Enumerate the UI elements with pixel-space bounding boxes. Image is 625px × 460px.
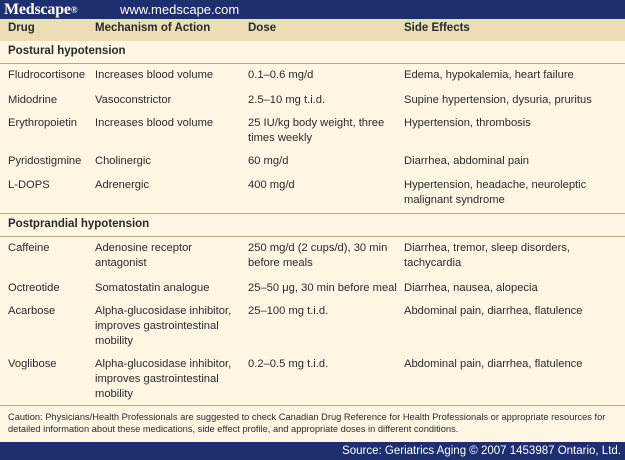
divider	[0, 63, 625, 64]
col-header-dose: Dose	[248, 22, 277, 34]
side-effects-cell: Supine hypertension, dysuria, pruritus	[404, 94, 592, 106]
mechanism-cell: Vasoconstrictor	[95, 94, 172, 106]
section-title-postural: Postural hypotension	[8, 45, 126, 57]
drug-cell: L-DOPS	[8, 179, 50, 191]
mechanism-cell: Cholinergic	[95, 155, 151, 167]
mechanism-cell: Alpha-glucosidase inhibitor, improves gastrointestinal mobility	[95, 358, 232, 400]
dose-cell: 400 mg/d	[248, 179, 295, 191]
table-header-row	[0, 19, 625, 41]
mechanism-cell: Increases blood volume	[95, 117, 214, 129]
mechanism-cell: Adenosine receptor antagonist	[95, 242, 193, 269]
drug-cell: Acarbose	[8, 305, 56, 317]
mechanism-cell: Alpha-glucosidase inhibitor, improves gastrointestinal mobility	[95, 305, 232, 347]
side-effects-cell: Hypertension, headache, neuroleptic malignant syndrome	[404, 179, 587, 206]
divider	[0, 213, 625, 214]
dose-cell: 2.5–10 mg t.i.d.	[248, 94, 326, 106]
side-effects-cell: Diarrhea, tremor, sleep disorders, tachycardia	[404, 242, 571, 269]
drug-cell: Midodrine	[8, 94, 58, 106]
section-title-postprandial: Postprandial hypotension	[8, 218, 150, 230]
side-effects-cell: Abdominal pain, diarrhea, flatulence	[404, 358, 583, 370]
mechanism-cell: Increases blood volume	[95, 69, 214, 81]
medscape-logo[interactable]	[4, 0, 77, 19]
dose-cell: 60 mg/d	[248, 155, 289, 167]
side-effects-cell: Edema, hypokalemia, heart failure	[404, 69, 574, 81]
drug-cell: Caffeine	[8, 242, 50, 254]
dose-cell: 25 IU/kg body weight, three times weekly	[248, 117, 385, 144]
drug-cell: Erythropoietin	[8, 117, 78, 129]
col-header-mechanism: Mechanism of Action	[95, 22, 211, 34]
side-effects-cell: Diarrhea, abdominal pain	[404, 155, 530, 167]
dose-cell: 25–50 μg, 30 min before meal	[248, 282, 397, 294]
dose-cell: 0.1–0.6 mg/d	[248, 69, 314, 81]
drug-cell: Octreotide	[8, 282, 60, 294]
col-header-drug: Drug	[8, 22, 35, 34]
side-effects-cell: Hypertension, thrombosis	[404, 117, 531, 129]
logo-text: Medscape	[4, 1, 71, 18]
source-credit: Source: Geriatrics Aging © 2007 1453987 Ontario, Ltd.	[342, 445, 621, 457]
caution-note: Caution: Physicians/Health Professionals are suggested to check Canadian Drug Reference for Health Professionals or appropriate resources for detailed information about these medications, side effect profile, and appropriate doses in different conditions.	[8, 412, 606, 434]
source-footer	[0, 442, 625, 460]
side-effects-cell: Diarrhea, nausea, alopecia	[404, 282, 538, 294]
mechanism-cell: Adrenergic	[95, 179, 150, 191]
registered-mark: ®	[70, 5, 78, 15]
site-url-link[interactable]: www.medscape.com	[120, 2, 240, 17]
dose-cell: 250 mg/d (2 cups/d), 30 min before meals	[248, 242, 388, 269]
mechanism-cell: Somatostatin analogue	[95, 282, 210, 294]
medscape-banner	[0, 0, 625, 19]
divider	[0, 236, 625, 237]
divider	[0, 405, 625, 406]
col-header-side-effects: Side Effects	[404, 22, 470, 34]
side-effects-cell: Abdominal pain, diarrhea, flatulence	[404, 305, 583, 317]
dose-cell: 0.2–0.5 mg t.i.d.	[248, 358, 329, 370]
dose-cell: 25–100 mg t.i.d.	[248, 305, 329, 317]
drug-cell: Pyridostigmine	[8, 155, 82, 167]
drug-cell: Voglibose	[8, 358, 57, 370]
drug-cell: Fludrocortisone	[8, 69, 86, 81]
